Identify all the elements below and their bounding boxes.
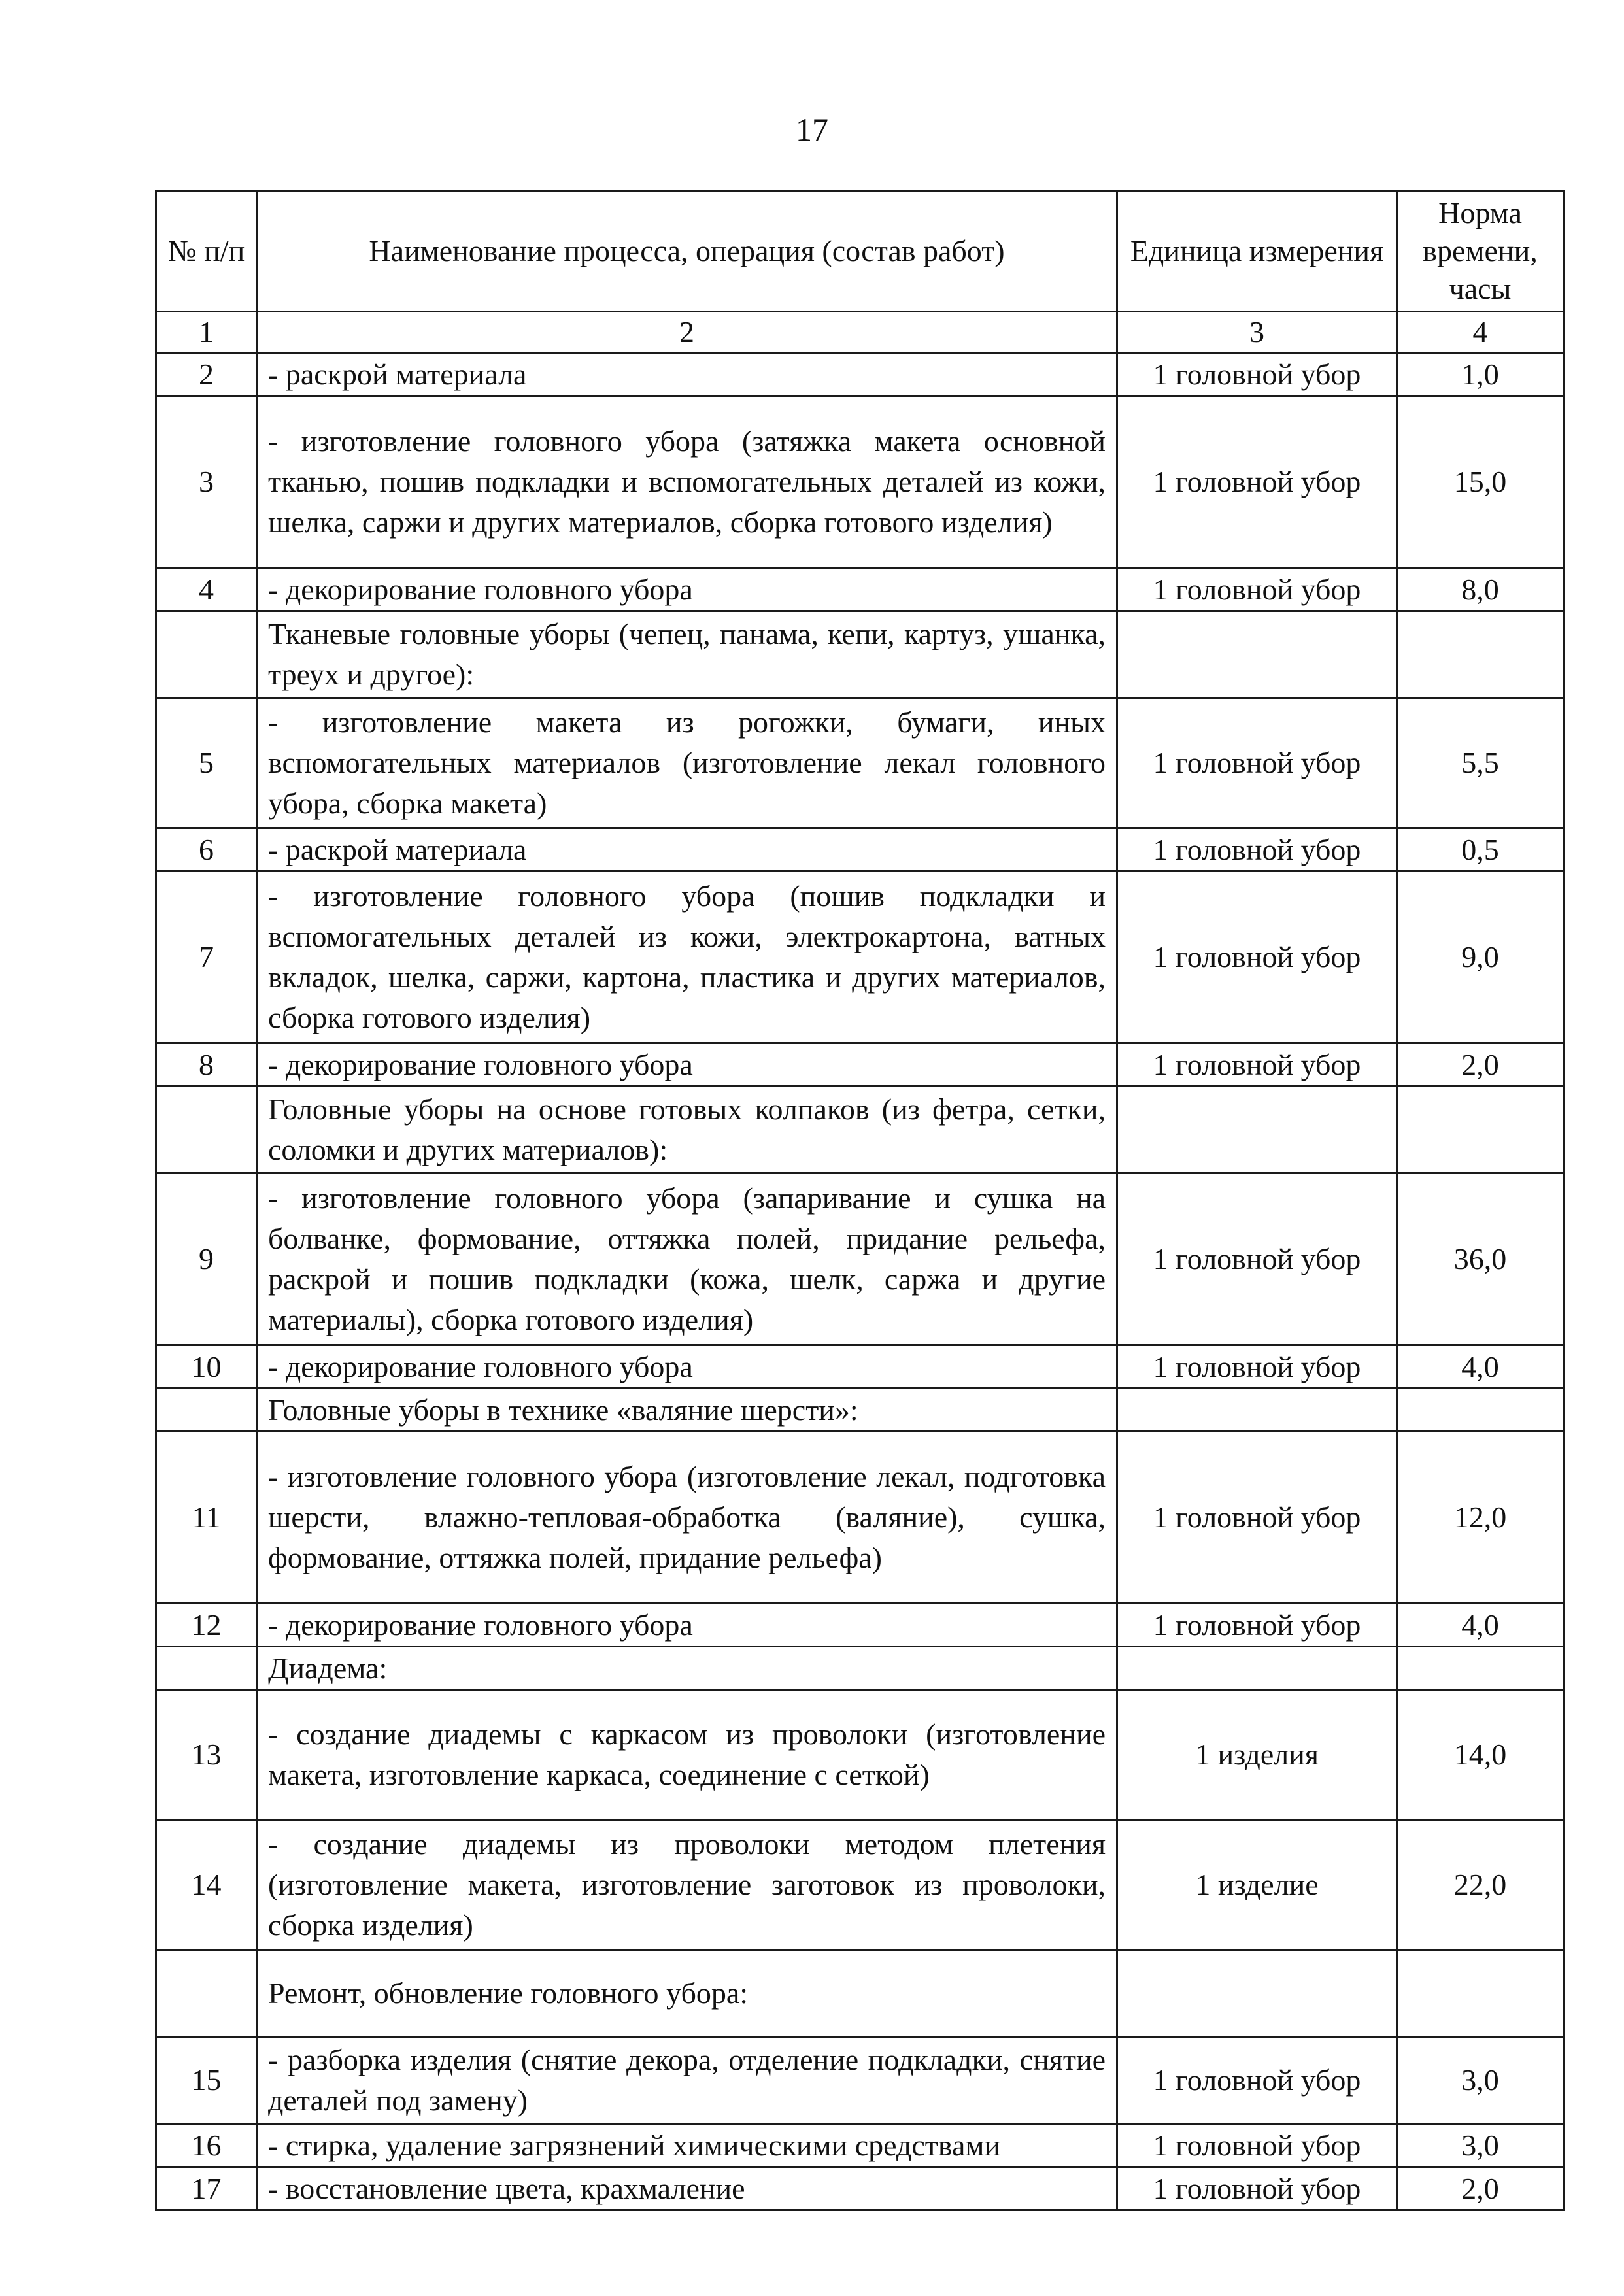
row-norm: 1,0 [1397,353,1564,396]
row-operation-name: - декорирование головного убора [257,568,1117,611]
header-unit: Единица измерения [1117,191,1397,312]
row-norm [1397,1389,1564,1432]
time-norms-table [155,190,1565,2211]
row-operation-name: Ремонт, обновление головного убора: [257,1950,1117,2037]
row-num: 15 [156,2037,257,2124]
row-norm: 4,0 [1397,1345,1564,1389]
table-row [156,353,1564,396]
table-row [156,1432,1564,1604]
table-row [156,1950,1564,2037]
row-num: 5 [156,698,257,828]
row-operation-name: - раскрой материала [257,828,1117,871]
row-num: 7 [156,871,257,1043]
row-unit: 1 головной убор [1117,2167,1397,2210]
table-row [156,1345,1564,1389]
row-unit: 1 головной убор [1117,396,1397,568]
row-unit [1117,1950,1397,2037]
row-num [156,1950,257,2037]
row-operation-name: - изготовление головного убора (пошив подкладки и вспомогательных деталей из кожи, электрокартона, ватных вкладок, шелка, саржи, картона, пластика и других материалов, сборка готового изделия) [257,871,1117,1043]
page-number: 17 [796,111,828,148]
row-unit [1117,1647,1397,1690]
header-name: Наименование процесса, операция (состав работ) [257,191,1117,312]
row-unit: 1 головной убор [1117,1432,1397,1604]
table-row [156,828,1564,871]
row-num: 13 [156,1690,257,1820]
row-num: 14 [156,1820,257,1950]
row-operation-name: - изготовление макета из рогожки, бумаги, иных вспомогательных материалов (изготовление лекал головного убора, сборка макета) [257,698,1117,828]
row-num: 12 [156,1604,257,1647]
row-operation-name: - создание диадемы из проволоки методом плетения (изготовление макета, изготовление заготовок из проволоки, сборка изделия) [257,1820,1117,1950]
row-norm: 14,0 [1397,1690,1564,1820]
row-operation-name: - стирка, удаление загрязнений химическими средствами [257,2124,1117,2167]
table-row [156,2037,1564,2124]
row-norm: 12,0 [1397,1432,1564,1604]
row-norm: 3,0 [1397,2124,1564,2167]
table-row [156,1043,1564,1087]
row-norm: 8,0 [1397,568,1564,611]
row-unit [1117,611,1397,698]
row-unit: 1 изделие [1117,1820,1397,1950]
header-num: № п/п [156,191,257,312]
row-operation-name: - изготовление головного убора (запаривание и сушка на болванке, формование, оттяжка полей, придание рельефа, раскрой и пошив подкладки (кожа, шелк, саржа и другие материалы), сборка готового изделия) [257,1173,1117,1345]
row-norm: 2,0 [1397,2167,1564,2210]
row-num [156,611,257,698]
row-num: 17 [156,2167,257,2210]
row-norm: 3,0 [1397,2037,1564,2124]
row-unit: 1 головной убор [1117,2124,1397,2167]
row-operation-name: - декорирование головного убора [257,1345,1117,1389]
row-num: 8 [156,1043,257,1087]
row-norm: 5,5 [1397,698,1564,828]
row-unit: 1 головной убор [1117,568,1397,611]
row-norm [1397,1647,1564,1690]
column-number: 1 [156,312,257,353]
row-num: 11 [156,1432,257,1604]
row-operation-name: - декорирование головного убора [257,1043,1117,1087]
column-number: 4 [1397,312,1564,353]
row-operation-name: - восстановление цвета, крахмаление [257,2167,1117,2210]
row-norm: 36,0 [1397,1173,1564,1345]
table-row [156,2167,1564,2210]
row-norm [1397,611,1564,698]
column-number: 3 [1117,312,1397,353]
table-row [156,1690,1564,1820]
row-unit: 1 головной убор [1117,2037,1397,2124]
row-num: 3 [156,396,257,568]
row-num: 10 [156,1345,257,1389]
table-row [156,611,1564,698]
table-row [156,1604,1564,1647]
row-num [156,1647,257,1690]
row-unit: 1 головной убор [1117,353,1397,396]
row-operation-name: Тканевые головные уборы (чепец, панама, кепи, картуз, ушанка, треух и другое): [257,611,1117,698]
row-unit: 1 головной убор [1117,828,1397,871]
table-row [156,396,1564,568]
row-num: 16 [156,2124,257,2167]
row-norm: 0,5 [1397,828,1564,871]
row-num [156,1389,257,1432]
table-row [156,1173,1564,1345]
row-norm: 9,0 [1397,871,1564,1043]
row-norm: 15,0 [1397,396,1564,568]
table-header-row [156,191,1564,312]
row-unit: 1 головной убор [1117,1043,1397,1087]
table-row [156,2124,1564,2167]
table-row [156,1087,1564,1173]
table-row [156,1647,1564,1690]
row-unit [1117,1389,1397,1432]
row-unit: 1 головной убор [1117,1173,1397,1345]
row-norm: 2,0 [1397,1043,1564,1087]
table-row [156,568,1564,611]
row-norm: 4,0 [1397,1604,1564,1647]
row-unit: 1 головной убор [1117,871,1397,1043]
row-num [156,1087,257,1173]
table-row [156,1820,1564,1950]
row-unit: 1 изделия [1117,1690,1397,1820]
row-norm [1397,1087,1564,1173]
row-num: 9 [156,1173,257,1345]
row-operation-name: - создание диадемы с каркасом из проволоки (изготовление макета, изготовление каркаса, соединение с сеткой) [257,1690,1117,1820]
row-operation-name: Диадема: [257,1647,1117,1690]
row-operation-name: Головные уборы в технике «валяние шерсти»: [257,1389,1117,1432]
row-operation-name: - декорирование головного убора [257,1604,1117,1647]
row-operation-name: - раскрой материала [257,353,1117,396]
row-unit [1117,1087,1397,1173]
row-unit: 1 головной убор [1117,698,1397,828]
row-unit: 1 головной убор [1117,1604,1397,1647]
table-body [156,353,1564,2210]
table-row [156,871,1564,1043]
row-num: 2 [156,353,257,396]
row-norm: 22,0 [1397,1820,1564,1950]
column-number: 2 [257,312,1117,353]
row-operation-name: - изготовление головного убора (затяжка макета основной тканью, пошив подкладки и вспомогательных деталей из кожи, шелка, саржи и других материалов, сборка готового изделия) [257,396,1117,568]
row-operation-name: - разборка изделия (снятие декора, отделение подкладки, снятие деталей под замену) [257,2037,1117,2124]
header-norm: Норма времени, часы [1397,191,1564,312]
row-norm [1397,1950,1564,2037]
column-numbers-row [156,312,1564,353]
row-operation-name: - изготовление головного убора (изготовление лекал, подготовка шерсти, влажно-тепловая-обработка (валяние), сушка, формование, оттяжка полей, придание рельефа) [257,1432,1117,1604]
row-unit: 1 головной убор [1117,1345,1397,1389]
table-row [156,1389,1564,1432]
row-num: 4 [156,568,257,611]
row-operation-name: Головные уборы на основе готовых колпаков (из фетра, сетки, соломки и других материалов): [257,1087,1117,1173]
row-num: 6 [156,828,257,871]
table-row [156,698,1564,828]
